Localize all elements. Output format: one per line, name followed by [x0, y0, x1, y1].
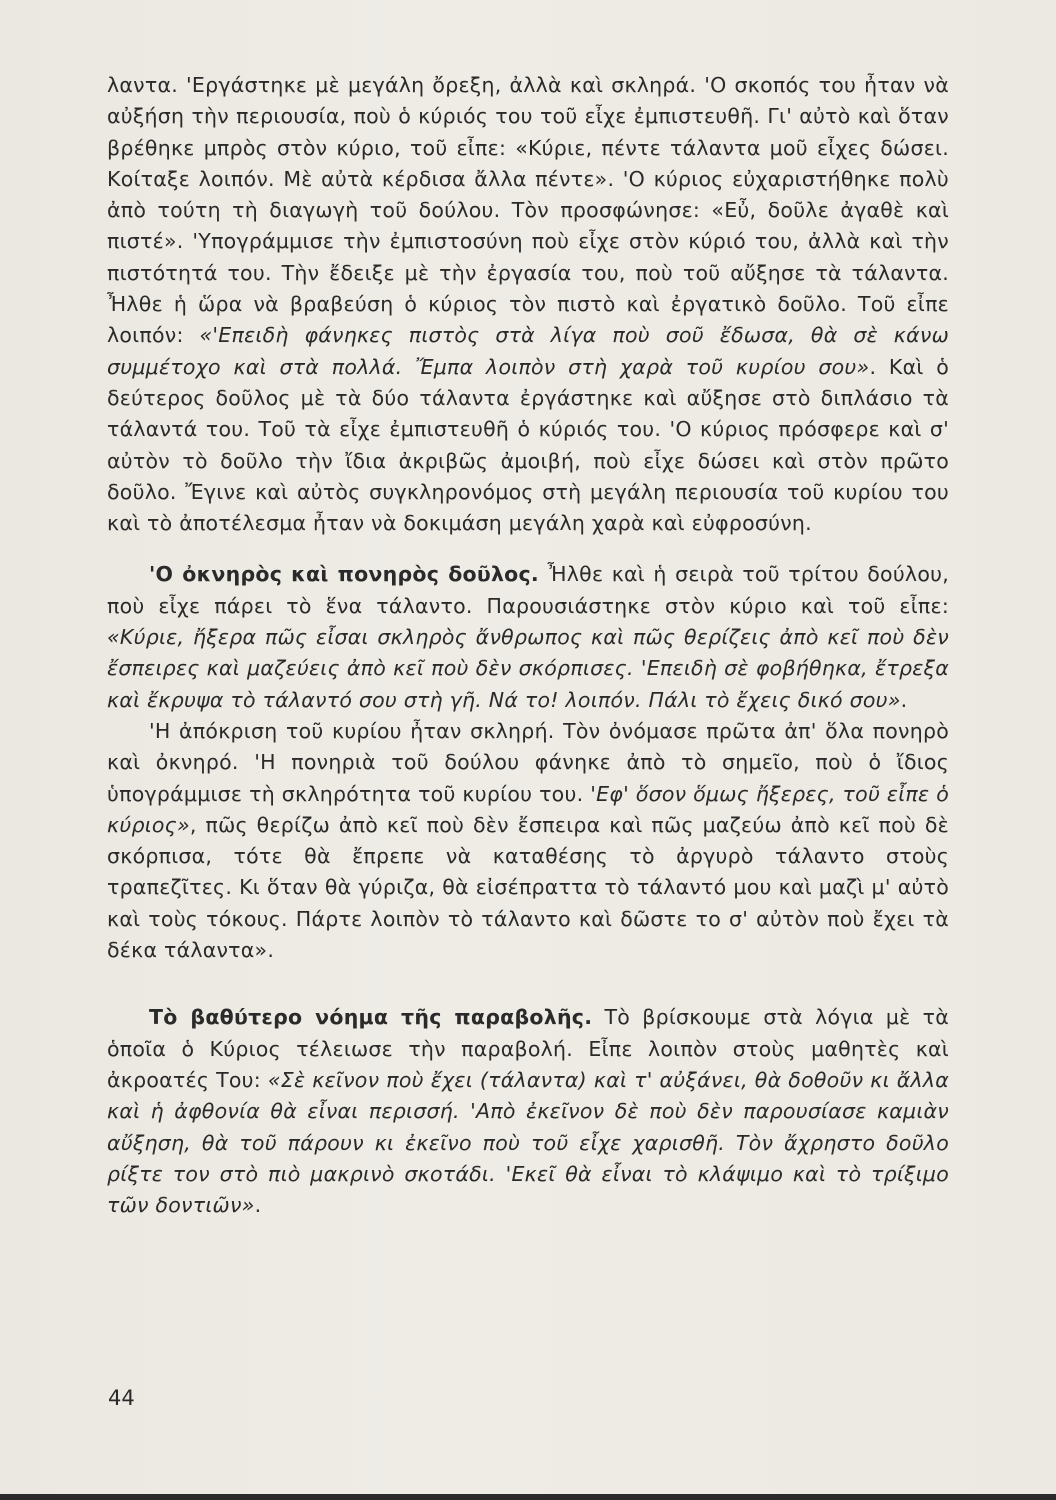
body-text	[107, 70, 949, 1221]
page-number: 44	[108, 1386, 135, 1410]
text-run: .	[254, 1193, 262, 1218]
paragraph-lazy-servant	[107, 559, 949, 715]
text-run: , πῶς θερίζω ἀπὸ κεῖ ποὺ δὲν ἔσπειρα καὶ πῶς μαζεύω ἀπὸ κεῖ ποὺ δὲ σκόρπισα, τότε θὰ ἔπρεπε νὰ καταθέσης τὸ ἀργυρὸ τάλαντο στοὺς τραπεζῖτες. Κι ὅταν θὰ γύριζα, θὰ εἰσέπραττα τὸ τάλαντό μου καὶ μαζὶ μ' αὐτὸ καὶ τοὺς τόκους. Πάρτε λοιπὸν τὸ τάλαντο καὶ δῶστε το σ' αὐτὸν ποὺ ἔχει τὰ δέκα τάλαντα».	[107, 812, 949, 963]
paragraph-masters-answer	[107, 716, 949, 966]
italic-quote: «'Επειδὴ φάνηκες πιστὸς στὰ λίγα ποὺ σοῦ ἔδωσα, θὰ σὲ κάνω συμμέτοχο καὶ στὰ πολλά. Ἔμπα λοιπὸν στὴ χαρὰ τοῦ κυρίου σου»	[107, 323, 949, 379]
italic-quote: 'Εφ' ὅσον ὅμως ἤξερες, τοῦ εἶπε ὁ κύριος»	[107, 781, 949, 837]
section-heading-deeper-meaning: Τὸ βαθύτερο νόημα τῆς παραβολῆς.	[149, 1005, 593, 1030]
paragraph-first-servant	[107, 70, 949, 539]
text-run: . Καὶ ὁ δεύτερος δοῦλος μὲ τὰ δύο τάλαντα ἐργάστηκε καὶ αὔξησε στὸ διπλάσιο τὰ τάλαντά του. Τοῦ τὰ εἶχε ἐμπιστευθῆ ὁ κύριός του. 'Ο κύριος πρόσφερε καὶ σ' αὐτὸν τὸ δοῦλο τὴν ἴδια ἀκριβῶς ἀμοιβή, ποὺ εἶχε δώσει καὶ στὸν πρῶτο δοῦλο. Ἔγινε καὶ αὐτὸς συγκληρονόμος στὴ μεγάλη περιουσία τοῦ κυρίου του καὶ τὸ ἀποτέλεσμα ἦταν νὰ δοκιμάση μεγάλη χαρὰ καὶ εὐφροσύνη.	[107, 354, 949, 536]
text-run: 'Η ἀπόκριση τοῦ κυρίου ἦταν σκληρή. Τὸν ὀνόμασε πρῶτα ἀπ' ὅλα πονηρὸ καὶ ὀκνηρό. 'Η πονηριὰ τοῦ δούλου φάνηκε ἀπὸ τὸ σημεῖο, ποὺ ὁ ἴδιος ὑπογράμμισε τὴ σκληρότητα τοῦ κυρίου του.	[107, 718, 949, 806]
section-heading-lazy-servant: 'Ο ὀκνηρὸς καὶ πονηρὸς δοῦλος.	[149, 562, 539, 587]
text-run: λαντα. 'Εργάστηκε μὲ μεγάλη ὄρεξη, ἀλλὰ καὶ σκληρά. 'Ο σκοπός του ἦταν νὰ αὐξήση τὴν περιουσία, ποὺ ὁ κύριός του τοῦ εἶχε ἐμπιστευθῆ. Γι' αὐτὸ καὶ ὅταν βρέθηκε μπρὸς στὸν κύριο, τοῦ εἶπε: «Κύριε, πέντε τάλαντα μοῦ εἶχες δώσει. Κοίταξε λοιπόν. Μὲ αὐτὰ κέρδισα ἄλλα πέντε». 'Ο κύριος εὐχαριστήθηκε πολὺ ἀπὸ τούτη τὴ διαγωγὴ τοῦ δούλου. Τὸν προσφώνησε: «Εὖ, δοῦλε ἀγαθὲ καὶ πιστέ». 'Υπογράμμισε τὴν ἐμπιστοσύνη ποὺ εἶχε στὸν κύριό του, ἀλλὰ καὶ τὴν πιστότητά του. Τὴν ἔδειξε μὲ τὴν ἐργασία του, ποὺ τοῦ αὔξησε τὰ τάλαντα. Ἦλθε ἡ ὥρα νὰ βραβεύση ὁ κύριος τὸν πιστὸ καὶ ἐργατικὸ δοῦλο. Τοῦ εἶπε λοιπόν:	[107, 73, 949, 348]
scan-edge-divider	[0, 1494, 1056, 1500]
italic-quote: «Κύριε, ἤξερα πῶς εἶσαι σκληρὸς ἄνθρωπος καὶ πῶς θερίζεις ἀπὸ κεῖ ποὺ δὲν ἔσπειρες καὶ μαζεύεις ἀπὸ κεῖ ποὺ δὲν σκόρπισες. 'Επειδὴ σὲ φοβήθηκα, ἔτρεξα καὶ ἔκρυψα τὸ τάλαντό σου στὴ γῆ. Νά το! λοιπόν. Πάλι τὸ ἔχεις δικό σου»	[107, 625, 949, 712]
italic-quote: «Σὲ κεῖνον ποὺ ἔχει (τάλαντα) καὶ τ' αὐξάνει, θὰ δοθοῦν κι ἄλλα καὶ ἡ ἀφθονία θὰ εἶναι περισσή. 'Απὸ ἐκεῖνον δὲ ποὺ δὲν παρουσίασε καμιὰν αὔξηση, θὰ τοῦ πάρουν κι ἐκεῖνο ποὺ τοῦ εἶχε χαρισθῆ. Τὸν ἄχρηστο δοῦλο ρίξτε τον στὸ πιὸ μακρινὸ σκοτάδι. 'Εκεῖ θὰ εἶναι τὸ κλάψιμο καὶ τὸ τρίξιμο τῶν δοντιῶν»	[107, 1067, 949, 1218]
paragraph-deeper-meaning	[107, 1002, 949, 1221]
text-run: Ἦλθε καὶ ἡ σειρὰ τοῦ τρίτου δούλου, ποὺ εἶχε πάρει τὸ ἕνα τάλαντο. Παρουσιάστηκε στὸν κύριο καὶ τοῦ εἶπε:	[107, 562, 949, 618]
text-run: Τὸ βρίσκουμε στὰ λόγια μὲ τὰ ὁποῖα ὁ Κύριος τέλειωσε τὴν παραβολή. Εἶπε λοιπὸν στοὺς μαθητὲς καὶ ἀκροατές Του:	[107, 1005, 950, 1092]
text-run: .	[900, 687, 908, 712]
